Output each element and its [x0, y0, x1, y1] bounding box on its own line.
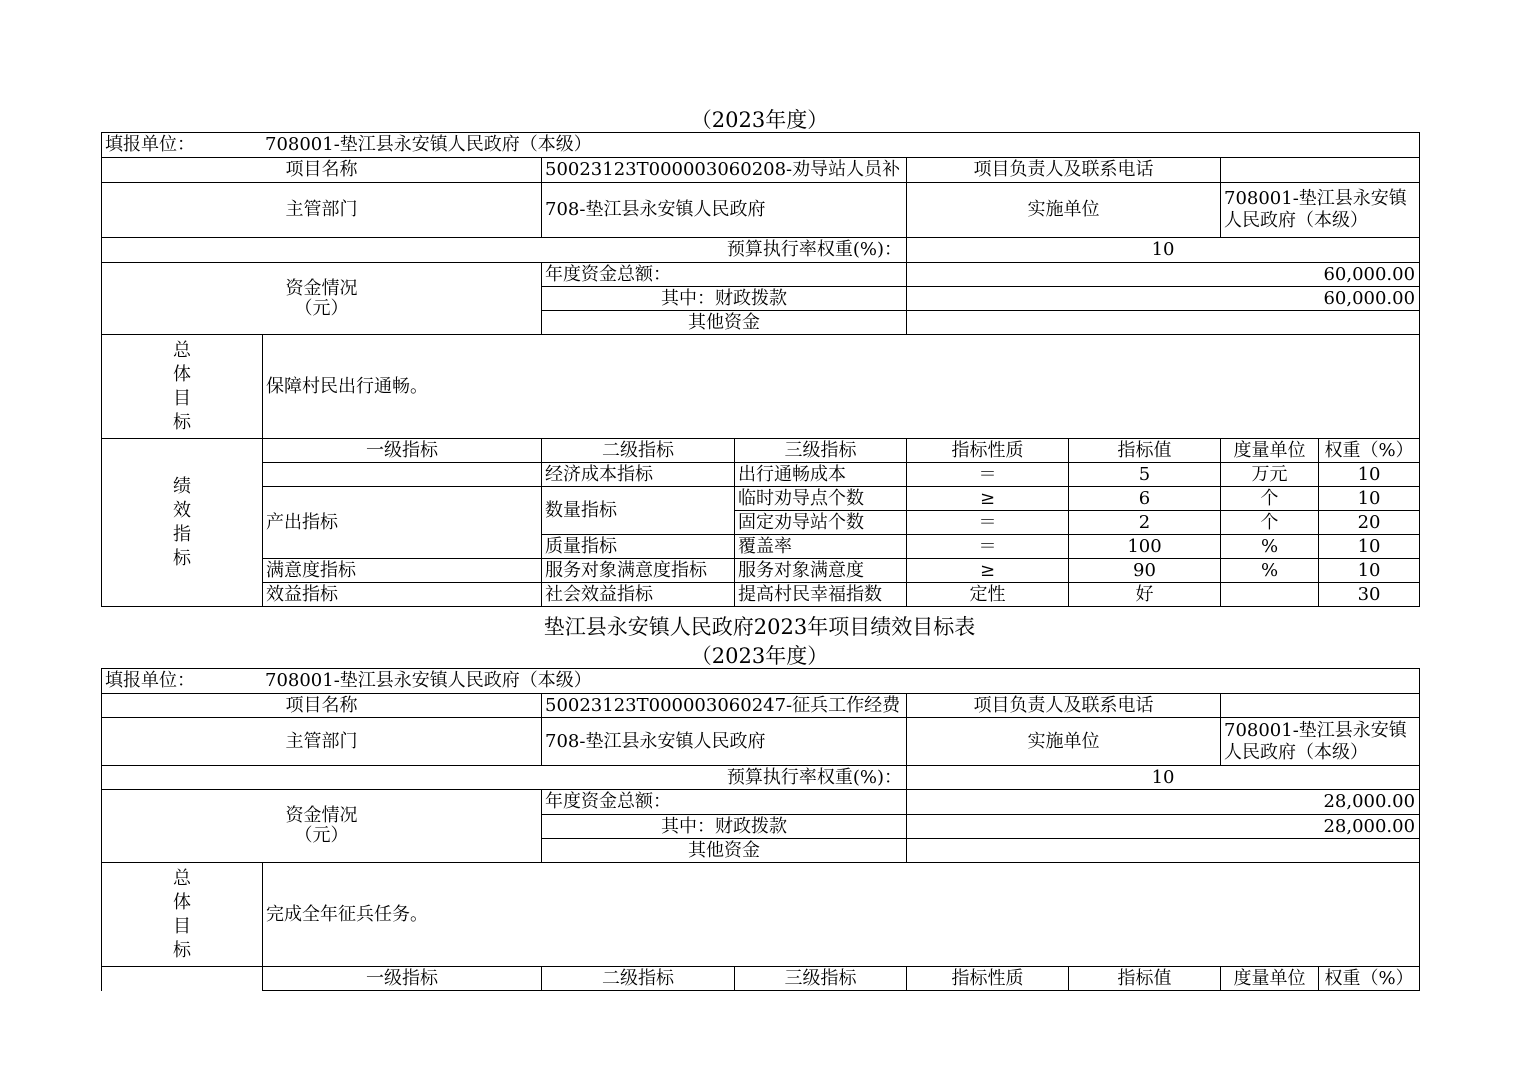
- perf-indicator-label: [102, 439, 263, 607]
- perf-char: 指: [173, 523, 191, 545]
- header-weight: 权重（%）: [1319, 439, 1420, 463]
- contact-value: [1221, 158, 1420, 183]
- table2-year: （2023年度）: [690, 644, 829, 668]
- impl-value: 708001-垫江县永安镇人民政府（本级）: [1221, 183, 1420, 238]
- perf-char: 绩: [173, 475, 191, 497]
- cell-level3: 提高村民幸福指数: [735, 583, 907, 607]
- goal-char: 目: [173, 387, 191, 409]
- performance-table-1: [101, 132, 1420, 607]
- cell-nature: ＝: [907, 511, 1069, 535]
- fund-label-line1: 资金情况: [285, 805, 358, 826]
- other-fund-label: 其他资金: [542, 311, 907, 335]
- cell-unit: 个: [1221, 511, 1319, 535]
- goal-char: 目: [173, 915, 191, 937]
- overall-goal-text: 完成全年征兵任务。: [263, 863, 1420, 967]
- cell-weight: 10: [1319, 463, 1420, 487]
- budget-weight-value: 10: [907, 766, 1420, 790]
- annual-total-label: 年度资金总额：: [542, 790, 907, 815]
- header-level3: 三级指标: [735, 967, 907, 991]
- header-nature: 指标性质: [907, 439, 1069, 463]
- cell-unit: %: [1221, 559, 1319, 583]
- contact-label: 项目负责人及联系电话: [907, 158, 1221, 183]
- header-level1: 一级指标: [263, 967, 542, 991]
- perf-indicator-label: [102, 967, 263, 991]
- fund-label: [102, 790, 542, 863]
- performance-table-2: [101, 668, 1420, 991]
- reporting-unit-row: [102, 669, 1420, 694]
- contact-label: 项目负责人及联系电话: [907, 694, 1221, 718]
- dept-value: 708-垫江县永安镇人民政府: [542, 718, 907, 766]
- header-unit: 度量单位: [1221, 967, 1319, 991]
- header-unit: 度量单位: [1221, 439, 1319, 463]
- fiscal-label: 其中：财政拨款: [542, 287, 907, 311]
- table-row: [102, 463, 1420, 487]
- cell-level1: 满意度指标: [263, 559, 542, 583]
- other-fund-value: [907, 839, 1420, 863]
- goal-char: 标: [173, 939, 191, 961]
- cell-value: 90: [1069, 559, 1221, 583]
- cell-nature: ≥: [907, 487, 1069, 511]
- project-name-label: 项目名称: [102, 158, 542, 183]
- cell-weight: 10: [1319, 487, 1420, 511]
- budget-weight-label: 预算执行率权重(%)：: [102, 766, 907, 790]
- reporting-unit-label: 填报单位：: [105, 134, 195, 155]
- goal-char: 总: [173, 867, 191, 889]
- cell-unit: 万元: [1221, 463, 1319, 487]
- header-nature: 指标性质: [907, 967, 1069, 991]
- dept-value: 708-垫江县永安镇人民政府: [542, 183, 907, 238]
- cell-unit: %: [1221, 535, 1319, 559]
- other-fund-label: 其他资金: [542, 839, 907, 863]
- annual-total-value: 28,000.00: [907, 790, 1420, 815]
- cell-weight: 20: [1319, 511, 1420, 535]
- goal-char: 体: [173, 891, 191, 913]
- overall-goal-label: [102, 335, 263, 439]
- cell-level3: 服务对象满意度: [735, 559, 907, 583]
- cell-value: 6: [1069, 487, 1221, 511]
- impl-label: 实施单位: [907, 183, 1221, 238]
- cell-level2: 社会效益指标: [542, 583, 735, 607]
- reporting-unit-row: [102, 133, 1420, 158]
- cell-nature: ≥: [907, 559, 1069, 583]
- impl-label: 实施单位: [907, 718, 1221, 766]
- annual-total-value: 60,000.00: [907, 263, 1420, 287]
- overall-goal-text: 保障村民出行通畅。: [263, 335, 1420, 439]
- cell-weight: 10: [1319, 559, 1420, 583]
- cell-level3: 固定劝导站个数: [735, 511, 907, 535]
- dept-label: 主管部门: [102, 183, 542, 238]
- cell-level3: 出行通畅成本: [735, 463, 907, 487]
- impl-value: 708001-垫江县永安镇人民政府（本级）: [1221, 718, 1420, 766]
- fund-label-line2: （元）: [294, 297, 349, 319]
- project-name-value: 50023123T000003060208-劝导站人员补: [542, 158, 907, 183]
- cell-level1: [263, 463, 542, 487]
- header-value: 指标值: [1069, 439, 1221, 463]
- reporting-unit-label: 填报单位：: [105, 670, 195, 691]
- cell-level3: 覆盖率: [735, 535, 907, 559]
- annual-total-label: 年度资金总额：: [542, 263, 907, 287]
- cell-level1: 效益指标: [263, 583, 542, 607]
- fiscal-value: 28,000.00: [907, 815, 1420, 839]
- budget-weight-label: 预算执行率权重(%)：: [102, 238, 907, 263]
- cell-level3: 临时劝导点个数: [735, 487, 907, 511]
- table-row: [102, 583, 1420, 607]
- cell-value: 100: [1069, 535, 1221, 559]
- header-value: 指标值: [1069, 967, 1221, 991]
- goal-char: 体: [173, 363, 191, 385]
- perf-char: 效: [173, 499, 191, 521]
- fund-label-line2: （元）: [294, 825, 349, 846]
- cell-value: 5: [1069, 463, 1221, 487]
- table-row: [102, 487, 1420, 511]
- cell-level2: 服务对象满意度指标: [542, 559, 735, 583]
- header-level2: 二级指标: [542, 439, 735, 463]
- budget-weight-value: 10: [907, 238, 1420, 263]
- perf-char: 标: [173, 547, 191, 569]
- project-name-label: 项目名称: [102, 694, 542, 718]
- cell-level2: 数量指标: [542, 487, 735, 535]
- other-fund-value: [907, 311, 1420, 335]
- goal-char: 标: [173, 411, 191, 433]
- contact-value: [1221, 694, 1420, 718]
- header-level3: 三级指标: [735, 439, 907, 463]
- cell-value: 好: [1069, 583, 1221, 607]
- project-name-value: 50023123T000003060247-征兵工作经费: [542, 694, 907, 718]
- cell-weight: 30: [1319, 583, 1420, 607]
- cell-nature: ＝: [907, 463, 1069, 487]
- cell-level2: 质量指标: [542, 535, 735, 559]
- header-level2: 二级指标: [542, 967, 735, 991]
- header-weight: 权重（%）: [1319, 967, 1420, 991]
- fund-label-line1: 资金情况: [285, 277, 358, 299]
- fund-label: [102, 263, 542, 335]
- cell-unit: [1221, 583, 1319, 607]
- cell-nature: ＝: [907, 535, 1069, 559]
- cell-unit: 个: [1221, 487, 1319, 511]
- reporting-unit-value: 708001-垫江县永安镇人民政府（本级）: [265, 670, 592, 691]
- header-level1: 一级指标: [263, 439, 542, 463]
- table1-year: （2023年度）: [690, 108, 829, 132]
- table2-title: 垫江县永安镇人民政府2023年项目绩效目标表: [543, 615, 976, 639]
- table-row: [102, 559, 1420, 583]
- cell-nature: 定性: [907, 583, 1069, 607]
- cell-weight: 10: [1319, 535, 1420, 559]
- reporting-unit-value: 708001-垫江县永安镇人民政府（本级）: [265, 134, 592, 155]
- overall-goal-label: [102, 863, 263, 967]
- dept-label: 主管部门: [102, 718, 542, 766]
- goal-char: 总: [173, 339, 191, 361]
- cell-value: 2: [1069, 511, 1221, 535]
- cell-level1: 产出指标: [263, 487, 542, 559]
- cell-level2: 经济成本指标: [542, 463, 735, 487]
- fiscal-value: 60,000.00: [907, 287, 1420, 311]
- fiscal-label: 其中：财政拨款: [542, 815, 907, 839]
